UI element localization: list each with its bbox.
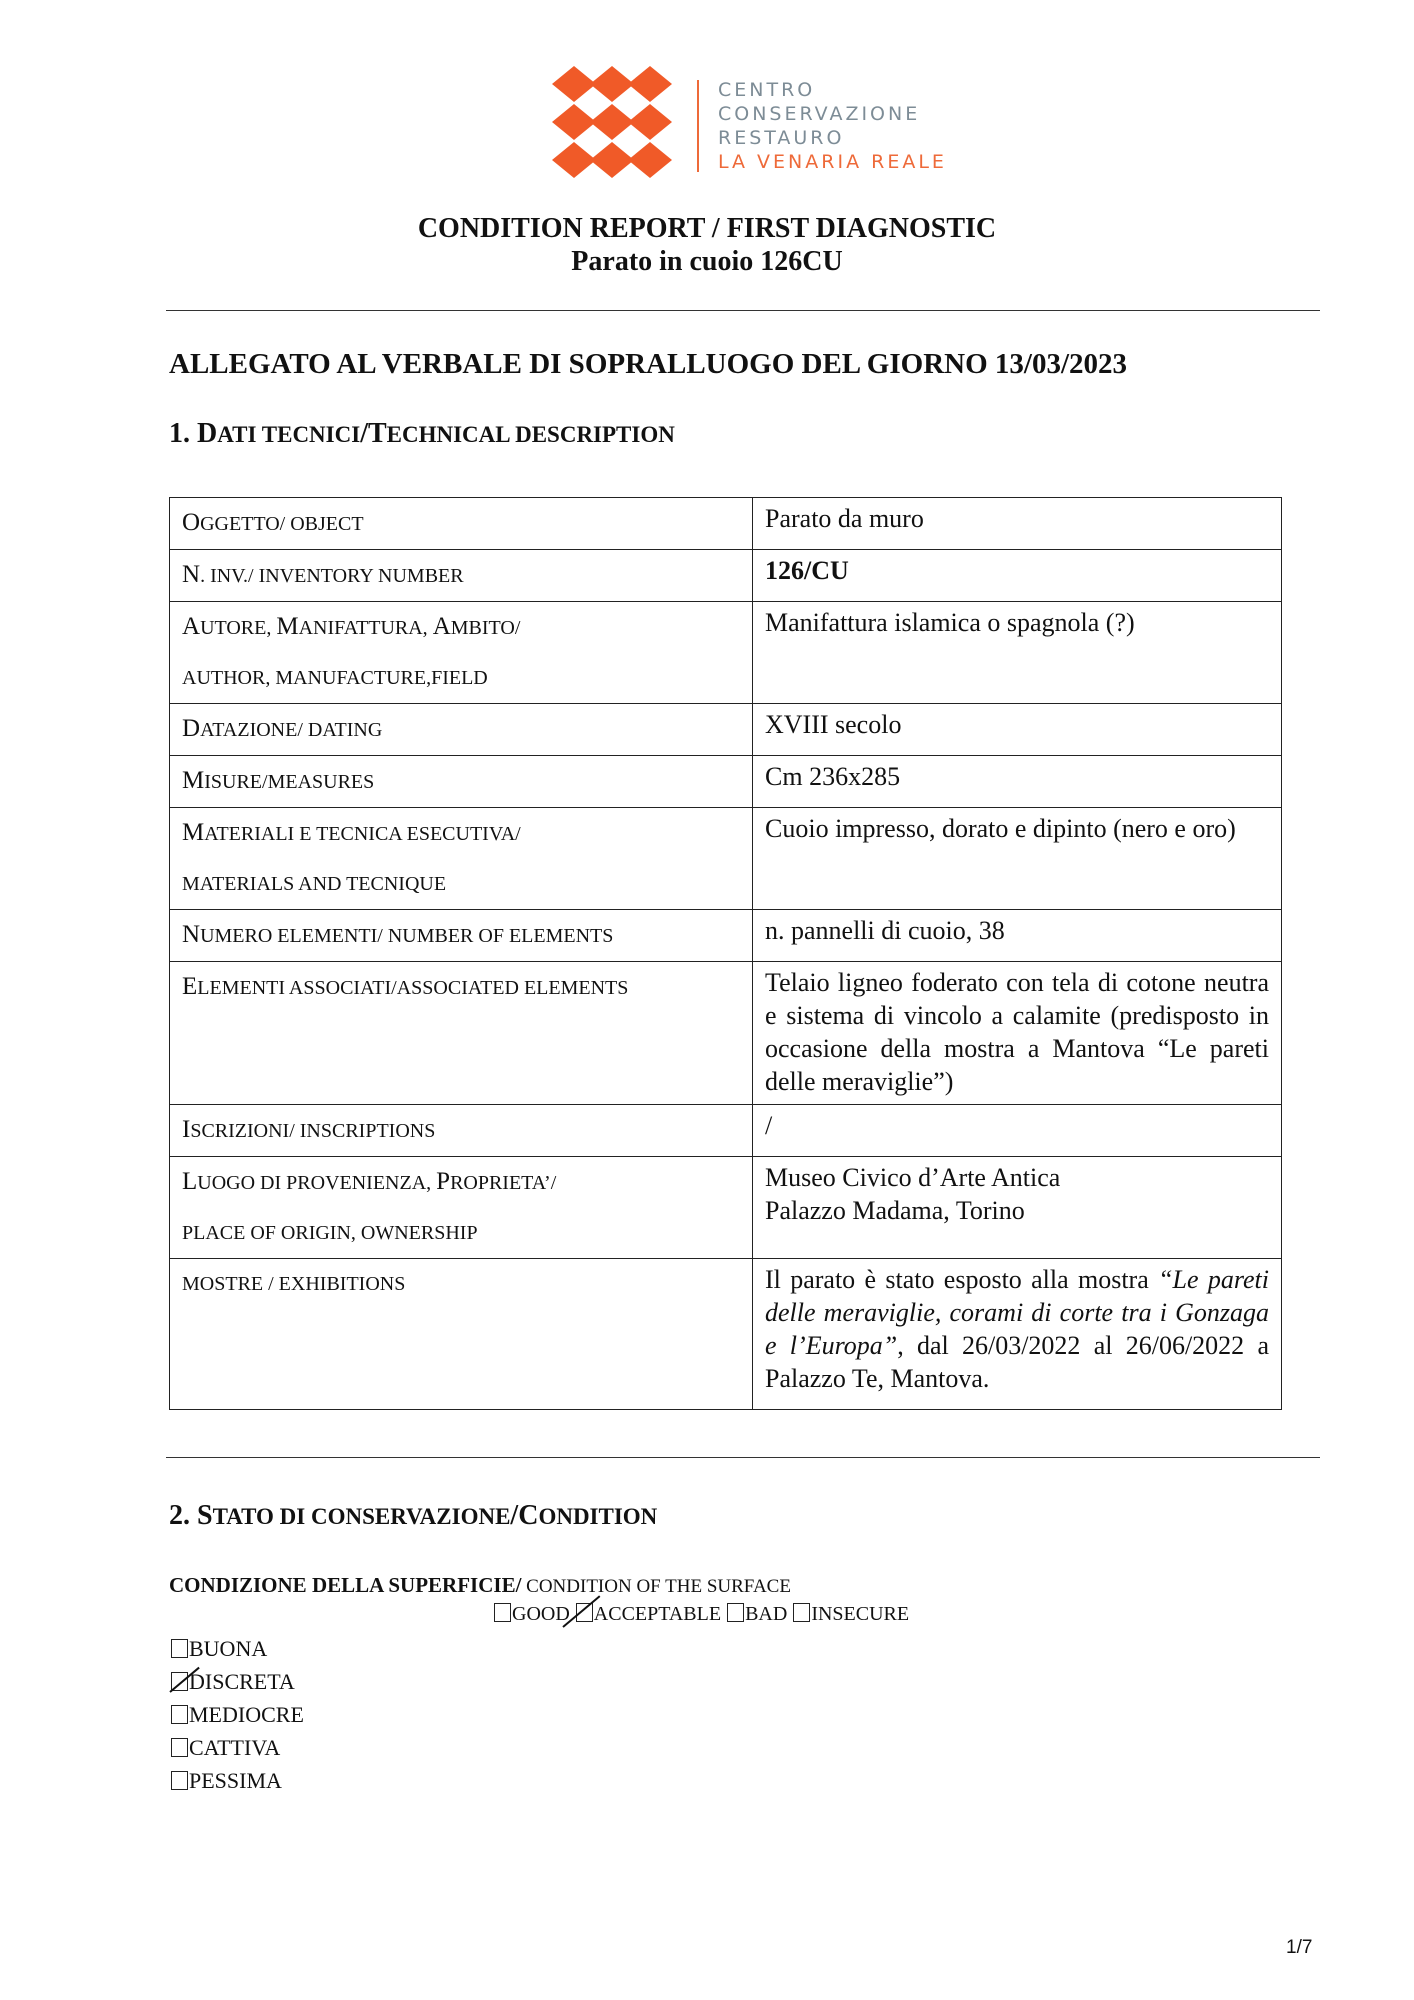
value-text: , dal 26/03/2022 al 26/06/2022 a Palazzo Te, Mantova. <box>765 1331 1269 1393</box>
row-value: XVIII secolo <box>753 704 1282 756</box>
key-cap: N <box>182 561 201 588</box>
key-rest: LEMENTI ASSOCIATI/ASSOCIATED ELEMENTS <box>197 977 629 999</box>
key-cap: A <box>432 613 451 640</box>
row-key <box>170 1105 753 1157</box>
option-label: INSECURE <box>811 1603 910 1625</box>
key-cap: L <box>182 1168 198 1195</box>
checkbox[interactable] <box>494 1603 511 1622</box>
checkbox[interactable] <box>171 1639 188 1658</box>
key-cap: M <box>182 767 205 794</box>
scale-label: DISCRETA <box>189 1669 295 1694</box>
page-number: 1/7 <box>1286 1937 1313 1958</box>
table-row <box>170 602 1282 704</box>
scale-item-mediocre[interactable] <box>171 1698 304 1731</box>
key-rest: ISURE/MEASURES <box>204 771 375 793</box>
table-row <box>170 550 1282 602</box>
checkbox-checked[interactable] <box>171 1672 188 1691</box>
row-key <box>170 962 753 1105</box>
section-2-sep: / <box>510 1500 519 1531</box>
key-rest: GGETTO/ OBJECT <box>200 513 364 535</box>
table-row <box>170 910 1282 962</box>
section-1-cap1: D <box>197 418 218 449</box>
scale-label: MEDIOCRE <box>189 1702 304 1727</box>
key-rest: MOSTRE / EXHIBITIONS <box>182 1273 406 1295</box>
key-cap: D <box>182 715 201 742</box>
section-1-rest1: ATI TECNICI <box>217 422 361 447</box>
section-1-sep: / <box>360 418 368 449</box>
surface-condition-label <box>169 1573 791 1598</box>
logo-line-centro: CENTRO <box>718 79 816 101</box>
logo-divider <box>697 80 699 172</box>
divider-top <box>166 310 1320 311</box>
report-title-block <box>0 212 1414 278</box>
key-rest: ATERIALI E TECNICA ESECUTIVA/ <box>204 823 521 845</box>
allegato-heading: ALLEGATO AL VERBALE DI SOPRALLUOGO DEL GIORNO 13/03/2023 <box>169 348 1128 380</box>
option-insecure[interactable] <box>793 1603 909 1625</box>
row-key <box>170 910 753 962</box>
option-label: GOOD <box>512 1603 570 1625</box>
surface-label-english: CONDITION OF THE SURFACE <box>521 1576 791 1597</box>
row-key <box>170 498 753 550</box>
row-value: 126/CU <box>753 550 1282 602</box>
logo-line-venaria: LA VENARIA REALE <box>718 151 947 173</box>
section-2-cap1: S <box>197 1500 213 1531</box>
option-acceptable[interactable] <box>576 1603 721 1625</box>
section-1-cap2: T <box>367 418 387 449</box>
option-label: BAD <box>745 1603 788 1625</box>
checkbox[interactable] <box>171 1705 188 1724</box>
scale-label: CATTIVA <box>189 1735 281 1760</box>
section-2-rest1: TATO DI CONSERVAZIONE <box>212 1504 511 1529</box>
key-cap: M <box>276 613 299 640</box>
table-row <box>170 756 1282 808</box>
row-value: / <box>753 1105 1282 1157</box>
table-row <box>170 1259 1282 1410</box>
logo-wordmark <box>718 78 947 174</box>
row-value: Parato da muro <box>753 498 1282 550</box>
report-title: CONDITION REPORT / FIRST DIAGNOSTIC <box>417 213 997 244</box>
key-cap: A <box>182 613 201 640</box>
table-row <box>170 1157 1282 1259</box>
divider-middle <box>166 1457 1320 1458</box>
surface-label-bold: CONDIZIONE DELLA SUPERFICIE/ <box>169 1573 522 1597</box>
row-value: Cm 236x285 <box>753 756 1282 808</box>
row-key <box>170 704 753 756</box>
row-key <box>170 550 753 602</box>
key-cap: I <box>182 1116 191 1143</box>
checkbox-checked[interactable] <box>576 1603 593 1622</box>
surface-options <box>494 1603 915 1626</box>
key-cap: N <box>182 921 201 948</box>
row-key <box>170 808 753 910</box>
section-2-heading <box>169 1500 657 1532</box>
row-value: Cuoio impresso, dorato e dipinto (nero e oro) <box>753 808 1282 910</box>
section-1-number: 1. <box>169 418 197 449</box>
row-value: Telaio ligneo foderato con tela di cotone neutra e sistema di vincolo a calamite (predisposto in occasione della mostra a Mantova “Le pareti delle meraviglie”) <box>753 962 1282 1105</box>
key-rest: MBITO/ <box>450 617 521 639</box>
table-row <box>170 1105 1282 1157</box>
key-cap: O <box>182 509 201 536</box>
key-rest: SCRIZIONI/ INSCRIPTIONS <box>190 1120 436 1142</box>
scale-item-buona[interactable] <box>171 1632 304 1665</box>
table-row <box>170 498 1282 550</box>
section-1-heading <box>169 418 675 450</box>
scale-item-pessima[interactable] <box>171 1764 304 1797</box>
key-english: AUTHOR, MANUFACTURE,FIELD <box>182 667 488 689</box>
scale-item-cattiva[interactable] <box>171 1731 304 1764</box>
option-good[interactable] <box>494 1603 570 1625</box>
row-value: Manifattura islamica o spagnola (?) <box>753 602 1282 704</box>
key-rest: UTORE, <box>200 617 277 639</box>
value-text: Il parato è stato esposto alla mostra <box>765 1265 1159 1294</box>
section-2-rest2: ONDITION <box>538 1504 658 1529</box>
key-cap: M <box>182 819 205 846</box>
option-bad[interactable] <box>727 1603 787 1625</box>
section-2-number: 2. <box>169 1500 197 1531</box>
key-cap: P <box>436 1168 451 1195</box>
checkbox[interactable] <box>171 1738 188 1757</box>
key-cap: E <box>182 973 198 1000</box>
value-line: Museo Civico d’Arte Antica <box>765 1163 1061 1192</box>
technical-table <box>169 497 1282 1410</box>
key-rest: ATAZIONE/ DATING <box>200 719 383 741</box>
option-label: ACCEPTABLE <box>593 1603 722 1625</box>
row-key <box>170 756 753 808</box>
scale-label: BUONA <box>189 1636 268 1661</box>
key-rest: ROPRIETA’/ <box>450 1172 557 1194</box>
key-rest: UOGO DI PROVENIENZA, <box>197 1172 437 1194</box>
condition-scale <box>171 1632 304 1797</box>
row-value <box>753 1259 1282 1410</box>
key-rest: . INV./ INVENTORY NUMBER <box>200 565 464 587</box>
row-value <box>753 1157 1282 1259</box>
exhibition-title: “Le pareti delle meraviglie, corami di corte tra i Gonzaga e l’Europa” <box>765 1265 1270 1360</box>
logo-diamonds <box>552 66 702 178</box>
row-key <box>170 1157 753 1259</box>
row-value: n. pannelli di cuoio, 38 <box>753 910 1282 962</box>
key-rest: ANIFATTURA, <box>298 617 433 639</box>
scale-label: PESSIMA <box>189 1768 282 1793</box>
checkbox[interactable] <box>727 1603 744 1622</box>
logo-line-conservazione: CONSERVAZIONE <box>718 103 921 125</box>
value-line: Palazzo Madama, Torino <box>765 1196 1025 1225</box>
section-1-rest2: ECHNICAL DESCRIPTION <box>386 422 675 447</box>
row-key <box>170 1259 753 1410</box>
key-rest: UMERO ELEMENTI/ NUMBER OF ELEMENTS <box>200 925 614 947</box>
logo-line-restauro: RESTAURO <box>718 127 845 149</box>
checkbox[interactable] <box>793 1603 810 1622</box>
table-row <box>170 704 1282 756</box>
key-english: MATERIALS AND TECNIQUE <box>182 873 447 895</box>
key-english: PLACE OF ORIGIN, OWNERSHIP <box>182 1222 478 1244</box>
table-row <box>170 808 1282 910</box>
row-key <box>170 602 753 704</box>
scale-item-discreta[interactable] <box>171 1665 304 1698</box>
section-2-cap2: C <box>518 1500 539 1531</box>
table-row <box>170 962 1282 1105</box>
report-subtitle: Parato in cuoio 126CU <box>571 246 843 277</box>
checkbox[interactable] <box>171 1771 188 1790</box>
